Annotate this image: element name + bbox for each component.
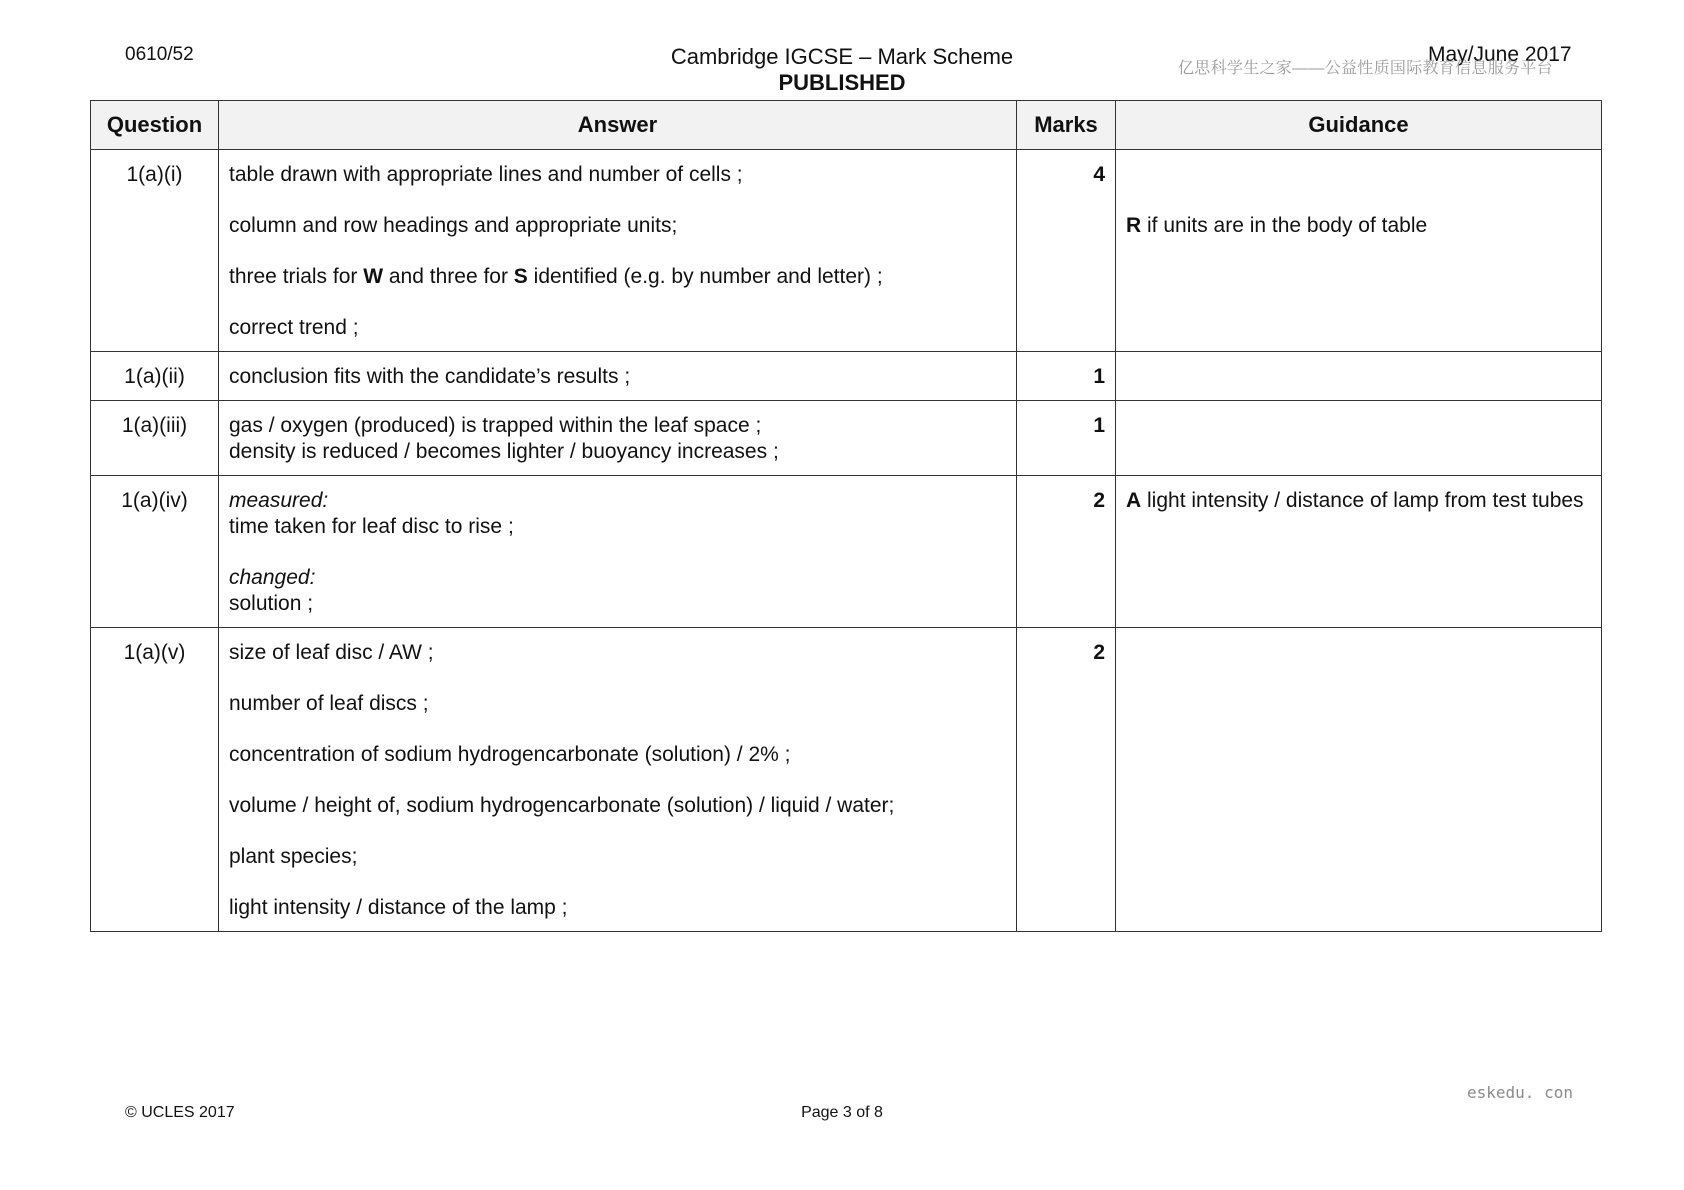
guidance-cell xyxy=(1116,401,1602,476)
answer-line: conclusion fits with the candidate’s results ; xyxy=(229,365,631,388)
column-header-marks: Marks xyxy=(1017,101,1116,150)
answer-line: correct trend ; xyxy=(229,316,359,339)
table-row xyxy=(91,352,1602,401)
answer-line: concentration of sodium hydrogencarbonate (solution) / 2% ; xyxy=(229,743,791,766)
answer-line: light intensity / distance of the lamp ; xyxy=(229,896,568,919)
guidance-cell xyxy=(1116,352,1602,401)
watermark-text: 亿思科学生之家——公益性质国际教育信息服务平台 xyxy=(1178,60,1553,77)
copyright: © UCLES 2017 xyxy=(125,1104,235,1121)
mark-scheme-table xyxy=(90,100,1602,932)
table-row xyxy=(91,401,1602,476)
exam-session: May/June 2017 xyxy=(1428,43,1572,66)
question-number: 1(a)(v) xyxy=(91,628,219,932)
answer-line: number of leaf discs ; xyxy=(229,692,429,715)
marks-value: 2 xyxy=(1017,476,1116,628)
guidance-cell xyxy=(1116,150,1602,352)
answer-cell xyxy=(219,352,1017,401)
column-header-question: Question xyxy=(91,101,219,150)
page-number: Page 3 of 8 xyxy=(801,1104,883,1121)
answer-label-measured: measured: xyxy=(229,489,329,512)
answer-line: volume / height of, sodium hydrogencarbonate (solution) / liquid / water; xyxy=(229,794,895,817)
table-row xyxy=(91,476,1602,628)
answer-cell xyxy=(219,628,1017,932)
table-row xyxy=(91,150,1602,352)
answer-line: column and row headings and appropriate units; xyxy=(229,214,678,237)
marks-value: 2 xyxy=(1017,628,1116,932)
column-header-answer: Answer xyxy=(219,101,1017,150)
answer-line: three trials for W and three for S identified (e.g. by number and letter) ; xyxy=(229,265,883,288)
answer-line: density is reduced / becomes lighter / buoyancy increases ; xyxy=(229,440,779,463)
answer-line: solution ; xyxy=(229,592,314,615)
guidance-cell xyxy=(1116,628,1602,932)
table-header-row xyxy=(91,101,1602,150)
answer-line: plant species; xyxy=(229,845,358,868)
answer-cell xyxy=(219,476,1017,628)
answer-line: gas / oxygen (produced) is trapped within the leaf space ; xyxy=(229,414,762,437)
document-title: Cambridge IGCSE – Mark Scheme xyxy=(670,44,1014,69)
marks-value: 1 xyxy=(1017,401,1116,476)
guidance-text: R if units are in the body of table xyxy=(1126,214,1428,237)
guidance-cell xyxy=(1116,476,1602,628)
question-number: 1(a)(iv) xyxy=(91,476,219,628)
marks-value: 1 xyxy=(1017,352,1116,401)
table-row xyxy=(91,628,1602,932)
question-number: 1(a)(i) xyxy=(91,150,219,352)
answer-line: size of leaf disc / AW ; xyxy=(229,641,434,664)
guidance-text: A light intensity / distance of lamp from test tubes xyxy=(1126,489,1584,512)
question-number: 1(a)(iii) xyxy=(91,401,219,476)
status-label: PUBLISHED xyxy=(778,70,906,95)
answer-cell xyxy=(219,150,1017,352)
column-header-guidance: Guidance xyxy=(1116,101,1602,150)
answer-line: time taken for leaf disc to rise ; xyxy=(229,515,514,538)
answer-label-changed: changed: xyxy=(229,566,316,589)
answer-cell xyxy=(219,401,1017,476)
document-code: 0610/52 xyxy=(125,44,194,65)
footer-watermark: eskedu. con xyxy=(1467,1083,1573,1102)
question-number: 1(a)(ii) xyxy=(91,352,219,401)
marks-value: 4 xyxy=(1017,150,1116,352)
answer-line: table drawn with appropriate lines and number of cells ; xyxy=(229,163,743,186)
